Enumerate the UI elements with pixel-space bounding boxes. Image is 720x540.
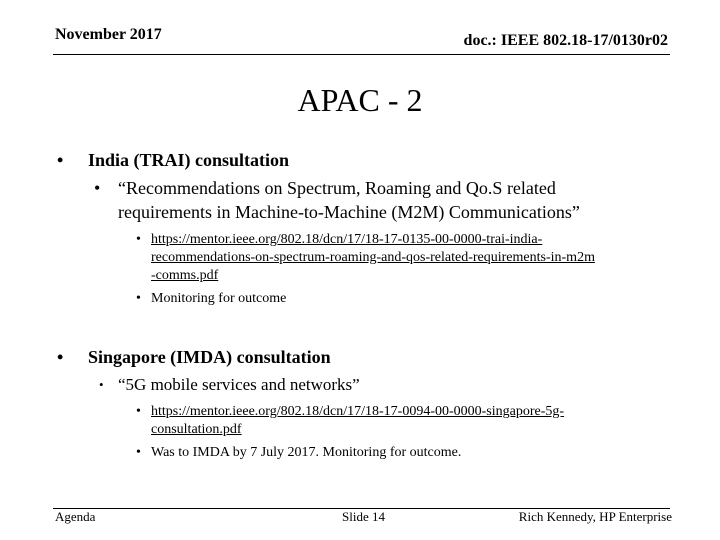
singapore-link-line2: consultation.pdf [151, 422, 242, 437]
singapore-document-link[interactable] [151, 403, 564, 439]
bullet-glyph: • [136, 445, 141, 460]
bullet-singapore-subtitle [99, 373, 360, 397]
bullet-glyph: • [99, 377, 104, 392]
bullet-glyph: • [136, 232, 141, 247]
footer-agenda: Agenda [55, 509, 96, 524]
bullet-glyph: • [57, 347, 64, 367]
bullet-india-subtitle [94, 176, 580, 224]
india-subtitle-line1: “Recommendations on Spectrum, Roaming and Qo.S related [118, 178, 556, 198]
bullet-singapore [57, 346, 331, 368]
bullet-india-heading: India (TRAI) consultation [88, 150, 290, 170]
india-link-line1: https://mentor.ieee.org/802.18/dcn/17/18-17-0135-00-0000-trai-india- [151, 232, 543, 247]
india-document-link[interactable] [151, 231, 595, 285]
header-doc-id: doc.: IEEE 802.18-17/0130r02 [463, 32, 668, 49]
bullet-india-link [136, 231, 595, 285]
bullet-glyph: • [94, 178, 101, 198]
india-link-line2: recommendations-on-spectrum-roaming-and-qos-related-requirements-in-m2m [151, 250, 595, 265]
india-subtitle-line2: requirements in Machine-to-Machine (M2M) Communications” [118, 202, 580, 222]
bullet-singapore-status [136, 444, 462, 462]
bullet-glyph: • [136, 404, 141, 419]
slide-title: APAC - 2 [297, 82, 423, 118]
footer-slide-number: Slide 14 [342, 509, 385, 524]
india-link-line3: -comms.pdf [151, 268, 219, 283]
bullet-glyph: • [136, 291, 141, 306]
footer-author: Rich Kennedy, HP Enterprise [518, 509, 672, 524]
bullet-glyph: • [57, 150, 64, 170]
singapore-subtitle-text: “5G mobile services and networks” [118, 375, 360, 394]
singapore-link-line1: https://mentor.ieee.org/802.18/dcn/17/18-17-0094-00-0000-singapore-5g- [151, 404, 565, 419]
header-rule [53, 54, 670, 55]
bullet-india [57, 149, 290, 171]
bullet-india-status [136, 290, 287, 308]
india-status-text: Monitoring for outcome [151, 291, 287, 306]
bullet-singapore-heading: Singapore (IMDA) consultation [88, 347, 331, 367]
header-date: November 2017 [55, 26, 162, 43]
singapore-status-text: Was to IMDA by 7 July 2017. Monitoring for outcome. [151, 445, 462, 460]
bullet-singapore-link [136, 403, 565, 439]
